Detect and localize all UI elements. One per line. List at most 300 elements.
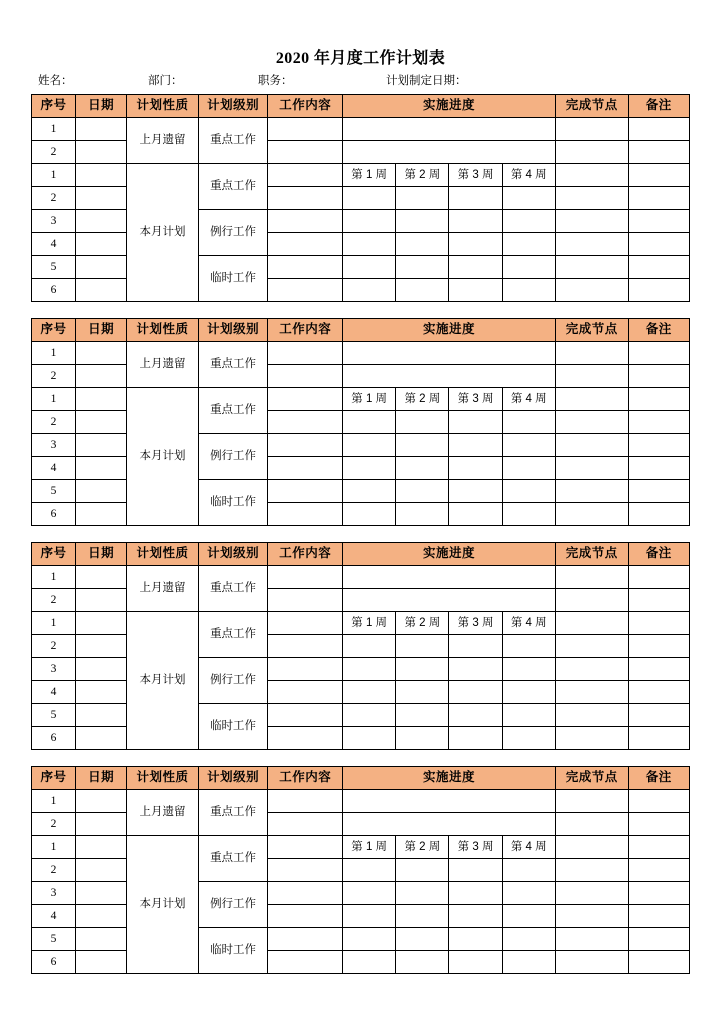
cell-date[interactable] — [76, 164, 127, 187]
column-header-node: 完成节点 — [555, 95, 628, 118]
cell-week-1[interactable] — [343, 434, 396, 457]
cell-date[interactable] — [76, 503, 127, 526]
cell-node[interactable] — [555, 187, 628, 210]
cell-node[interactable] — [555, 256, 628, 279]
cell-week-3[interactable] — [449, 859, 502, 882]
cell-week-3[interactable] — [449, 503, 502, 526]
cell-week-4[interactable] — [502, 279, 555, 302]
cell-week-4[interactable] — [502, 256, 555, 279]
cell-week-3[interactable] — [449, 411, 502, 434]
cell-content[interactable] — [268, 210, 343, 233]
table-row — [32, 566, 690, 589]
cell-week-1[interactable] — [343, 457, 396, 480]
cell-date[interactable] — [76, 928, 127, 951]
cell-week-2[interactable] — [396, 859, 449, 882]
cell-progress-merged[interactable] — [343, 566, 556, 589]
cell-date[interactable] — [76, 480, 127, 503]
cell-week-3-label[interactable]: 第 3 周 — [449, 388, 502, 411]
cell-seq[interactable]: 2 — [32, 141, 76, 164]
cell-week-1-label[interactable]: 第 1 周 — [343, 836, 396, 859]
cell-remark[interactable] — [628, 658, 689, 681]
cell-date[interactable] — [76, 704, 127, 727]
cell-week-4[interactable] — [502, 859, 555, 882]
cell-seq[interactable]: 6 — [32, 503, 76, 526]
cell-content[interactable] — [268, 342, 343, 365]
cell-date[interactable] — [76, 233, 127, 256]
cell-date[interactable] — [76, 951, 127, 974]
cell-week-3[interactable] — [449, 928, 502, 951]
cell-week-2[interactable] — [396, 210, 449, 233]
cell-remark[interactable] — [628, 118, 689, 141]
cell-node[interactable] — [555, 434, 628, 457]
cell-date[interactable] — [76, 457, 127, 480]
cell-week-3-label[interactable]: 第 3 周 — [449, 164, 502, 187]
cell-node[interactable] — [555, 704, 628, 727]
cell-date[interactable] — [76, 210, 127, 233]
cell-nature-current-month[interactable]: 本月计划 — [127, 388, 199, 526]
cell-week-1[interactable] — [343, 279, 396, 302]
cell-week-3[interactable] — [449, 187, 502, 210]
cell-progress-merged[interactable] — [343, 813, 556, 836]
cell-week-2[interactable] — [396, 187, 449, 210]
cell-week-1[interactable] — [343, 704, 396, 727]
cell-week-2[interactable] — [396, 635, 449, 658]
cell-seq[interactable]: 4 — [32, 905, 76, 928]
cell-seq[interactable]: 2 — [32, 187, 76, 210]
cell-seq[interactable]: 5 — [32, 928, 76, 951]
cell-content[interactable] — [268, 612, 343, 635]
cell-date[interactable] — [76, 813, 127, 836]
cell-node[interactable] — [555, 905, 628, 928]
cell-remark[interactable] — [628, 612, 689, 635]
cell-level-1[interactable]: 重点工作 — [198, 342, 268, 388]
cell-seq[interactable]: 2 — [32, 411, 76, 434]
cell-remark[interactable] — [628, 256, 689, 279]
cell-remark[interactable] — [628, 951, 689, 974]
cell-content[interactable] — [268, 859, 343, 882]
cell-content[interactable] — [268, 457, 343, 480]
cell-seq[interactable]: 3 — [32, 210, 76, 233]
table-row — [32, 164, 690, 187]
cell-date[interactable] — [76, 279, 127, 302]
cell-content[interactable] — [268, 928, 343, 951]
cell-node[interactable] — [555, 928, 628, 951]
cell-seq[interactable]: 1 — [32, 790, 76, 813]
cell-remark[interactable] — [628, 434, 689, 457]
cell-date[interactable] — [76, 256, 127, 279]
cell-week-2[interactable] — [396, 503, 449, 526]
cell-content[interactable] — [268, 905, 343, 928]
cell-date[interactable] — [76, 882, 127, 905]
cell-week-3[interactable] — [449, 457, 502, 480]
cell-level-1[interactable]: 重点工作 — [198, 566, 268, 612]
cell-content[interactable] — [268, 882, 343, 905]
cell-remark[interactable] — [628, 882, 689, 905]
cell-week-1-label[interactable]: 第 1 周 — [343, 164, 396, 187]
cell-week-1-label[interactable]: 第 1 周 — [343, 388, 396, 411]
cell-node[interactable] — [555, 503, 628, 526]
cell-week-2[interactable] — [396, 681, 449, 704]
cell-week-4[interactable] — [502, 233, 555, 256]
cell-date[interactable] — [76, 388, 127, 411]
cell-seq[interactable]: 1 — [32, 342, 76, 365]
cell-week-1[interactable] — [343, 681, 396, 704]
cell-remark[interactable] — [628, 635, 689, 658]
column-header-progress: 实施进度 — [343, 543, 556, 566]
cell-content[interactable] — [268, 279, 343, 302]
cell-week-2[interactable] — [396, 256, 449, 279]
cell-level-4[interactable]: 临时工作 — [198, 480, 268, 526]
cell-week-2[interactable] — [396, 434, 449, 457]
cell-week-4[interactable] — [502, 411, 555, 434]
cell-node[interactable] — [555, 951, 628, 974]
cell-week-4[interactable] — [502, 480, 555, 503]
cell-content[interactable] — [268, 388, 343, 411]
cell-level-2[interactable]: 重点工作 — [198, 388, 268, 434]
cell-date[interactable] — [76, 342, 127, 365]
cell-date[interactable] — [76, 118, 127, 141]
cell-remark[interactable] — [628, 365, 689, 388]
cell-remark[interactable] — [628, 210, 689, 233]
cell-date[interactable] — [76, 566, 127, 589]
cell-content[interactable] — [268, 951, 343, 974]
cell-seq[interactable]: 2 — [32, 813, 76, 836]
cell-content[interactable] — [268, 118, 343, 141]
cell-week-2[interactable] — [396, 279, 449, 302]
cell-date[interactable] — [76, 187, 127, 210]
cell-week-2[interactable] — [396, 727, 449, 750]
cell-seq[interactable]: 4 — [32, 233, 76, 256]
cell-week-1[interactable] — [343, 411, 396, 434]
cell-seq[interactable]: 2 — [32, 635, 76, 658]
cell-week-3[interactable] — [449, 635, 502, 658]
cell-week-2[interactable] — [396, 411, 449, 434]
cell-node[interactable] — [555, 141, 628, 164]
cell-node[interactable] — [555, 233, 628, 256]
cell-week-1[interactable] — [343, 503, 396, 526]
cell-week-3[interactable] — [449, 279, 502, 302]
cell-week-1[interactable] — [343, 727, 396, 750]
cell-remark[interactable] — [628, 905, 689, 928]
cell-week-4[interactable] — [502, 187, 555, 210]
cell-remark[interactable] — [628, 727, 689, 750]
cell-week-4-label[interactable]: 第 4 周 — [502, 836, 555, 859]
cell-level-3[interactable]: 例行工作 — [198, 434, 268, 480]
cell-node[interactable] — [555, 727, 628, 750]
cell-week-3[interactable] — [449, 882, 502, 905]
cell-seq[interactable]: 1 — [32, 612, 76, 635]
cell-seq[interactable]: 1 — [32, 388, 76, 411]
cell-remark[interactable] — [628, 279, 689, 302]
cell-week-4[interactable] — [502, 635, 555, 658]
cell-nature-current-month[interactable]: 本月计划 — [127, 612, 199, 750]
cell-level-1[interactable]: 重点工作 — [198, 790, 268, 836]
cell-seq[interactable]: 1 — [32, 164, 76, 187]
cell-progress-merged[interactable] — [343, 365, 556, 388]
cell-node[interactable] — [555, 790, 628, 813]
cell-week-4-label[interactable]: 第 4 周 — [502, 612, 555, 635]
cell-remark[interactable] — [628, 681, 689, 704]
table-header-row — [32, 543, 690, 566]
cell-content[interactable] — [268, 503, 343, 526]
cell-week-3[interactable] — [449, 658, 502, 681]
cell-week-1[interactable] — [343, 635, 396, 658]
cell-remark[interactable] — [628, 566, 689, 589]
cell-content[interactable] — [268, 704, 343, 727]
cell-week-3[interactable] — [449, 434, 502, 457]
cell-node[interactable] — [555, 457, 628, 480]
cell-week-4[interactable] — [502, 658, 555, 681]
cell-week-2[interactable] — [396, 882, 449, 905]
cell-seq[interactable]: 3 — [32, 658, 76, 681]
cell-remark[interactable] — [628, 457, 689, 480]
cell-week-4[interactable] — [502, 727, 555, 750]
cell-remark[interactable] — [628, 164, 689, 187]
cell-level-2[interactable]: 重点工作 — [198, 612, 268, 658]
cell-remark[interactable] — [628, 859, 689, 882]
cell-seq[interactable]: 2 — [32, 365, 76, 388]
cell-remark[interactable] — [628, 388, 689, 411]
cell-week-2-label[interactable]: 第 2 周 — [396, 388, 449, 411]
cell-level-2[interactable]: 重点工作 — [198, 836, 268, 882]
cell-date[interactable] — [76, 727, 127, 750]
table-header-row — [32, 95, 690, 118]
cell-date[interactable] — [76, 141, 127, 164]
cell-node[interactable] — [555, 681, 628, 704]
cell-date[interactable] — [76, 658, 127, 681]
cell-week-3[interactable] — [449, 704, 502, 727]
cell-level-3[interactable]: 例行工作 — [198, 882, 268, 928]
cell-week-1[interactable] — [343, 905, 396, 928]
cell-content[interactable] — [268, 164, 343, 187]
cell-content[interactable] — [268, 658, 343, 681]
cell-remark[interactable] — [628, 342, 689, 365]
cell-remark[interactable] — [628, 704, 689, 727]
cell-level-2[interactable]: 重点工作 — [198, 164, 268, 210]
cell-week-3-label[interactable]: 第 3 周 — [449, 836, 502, 859]
cell-content[interactable] — [268, 813, 343, 836]
table-row — [32, 342, 690, 365]
cell-content[interactable] — [268, 681, 343, 704]
cell-content[interactable] — [268, 589, 343, 612]
cell-level-1[interactable]: 重点工作 — [198, 118, 268, 164]
cell-week-4[interactable] — [502, 704, 555, 727]
cell-week-3[interactable] — [449, 681, 502, 704]
cell-seq[interactable]: 6 — [32, 279, 76, 302]
cell-week-4[interactable] — [502, 905, 555, 928]
column-header-date: 日期 — [76, 767, 127, 790]
cell-remark[interactable] — [628, 480, 689, 503]
cell-content[interactable] — [268, 187, 343, 210]
cell-week-4[interactable] — [502, 882, 555, 905]
cell-node[interactable] — [555, 388, 628, 411]
cell-nature-carryover[interactable]: 上月遗留 — [127, 566, 199, 612]
cell-week-3[interactable] — [449, 727, 502, 750]
cell-content[interactable] — [268, 434, 343, 457]
cell-progress-merged[interactable] — [343, 589, 556, 612]
cell-week-4[interactable] — [502, 928, 555, 951]
cell-week-1-label[interactable]: 第 1 周 — [343, 612, 396, 635]
cell-week-3[interactable] — [449, 233, 502, 256]
cell-seq[interactable]: 5 — [32, 704, 76, 727]
cell-week-4[interactable] — [502, 503, 555, 526]
cell-date[interactable] — [76, 681, 127, 704]
cell-seq[interactable]: 3 — [32, 882, 76, 905]
cell-content[interactable] — [268, 790, 343, 813]
cell-week-2-label[interactable]: 第 2 周 — [396, 164, 449, 187]
cell-week-3[interactable] — [449, 256, 502, 279]
cell-seq[interactable]: 2 — [32, 589, 76, 612]
cell-seq[interactable]: 4 — [32, 681, 76, 704]
cell-week-3[interactable] — [449, 951, 502, 974]
cell-content[interactable] — [268, 233, 343, 256]
cell-seq[interactable]: 5 — [32, 480, 76, 503]
cell-date[interactable] — [76, 859, 127, 882]
cell-node[interactable] — [555, 279, 628, 302]
cell-level-3[interactable]: 例行工作 — [198, 658, 268, 704]
cell-week-1[interactable] — [343, 951, 396, 974]
cell-content[interactable] — [268, 836, 343, 859]
cell-content[interactable] — [268, 480, 343, 503]
cell-node[interactable] — [555, 164, 628, 187]
cell-nature-carryover[interactable]: 上月遗留 — [127, 342, 199, 388]
cell-content[interactable] — [268, 141, 343, 164]
cell-week-4[interactable] — [502, 951, 555, 974]
cell-week-2-label[interactable]: 第 2 周 — [396, 612, 449, 635]
cell-seq[interactable]: 6 — [32, 727, 76, 750]
cell-week-2[interactable] — [396, 704, 449, 727]
cell-week-1[interactable] — [343, 480, 396, 503]
cell-week-1[interactable] — [343, 187, 396, 210]
cell-nature-carryover[interactable]: 上月遗留 — [127, 790, 199, 836]
cell-date[interactable] — [76, 411, 127, 434]
cell-week-4[interactable] — [502, 457, 555, 480]
cell-week-2-label[interactable]: 第 2 周 — [396, 836, 449, 859]
cell-week-4-label[interactable]: 第 4 周 — [502, 388, 555, 411]
cell-node[interactable] — [555, 411, 628, 434]
cell-week-2[interactable] — [396, 480, 449, 503]
cell-week-2[interactable] — [396, 951, 449, 974]
cell-node[interactable] — [555, 882, 628, 905]
column-header-level: 计划级别 — [198, 767, 268, 790]
cell-date[interactable] — [76, 790, 127, 813]
cell-remark[interactable] — [628, 233, 689, 256]
cell-remark[interactable] — [628, 589, 689, 612]
cell-week-2[interactable] — [396, 928, 449, 951]
cell-week-3[interactable] — [449, 480, 502, 503]
cell-week-4-label[interactable]: 第 4 周 — [502, 164, 555, 187]
cell-date[interactable] — [76, 635, 127, 658]
cell-week-4[interactable] — [502, 434, 555, 457]
cell-node[interactable] — [555, 635, 628, 658]
cell-remark[interactable] — [628, 928, 689, 951]
cell-remark[interactable] — [628, 187, 689, 210]
cell-remark[interactable] — [628, 411, 689, 434]
cell-content[interactable] — [268, 727, 343, 750]
cell-node[interactable] — [555, 813, 628, 836]
cell-seq[interactable]: 1 — [32, 118, 76, 141]
cell-nature-carryover[interactable]: 上月遗留 — [127, 118, 199, 164]
cell-node[interactable] — [555, 658, 628, 681]
cell-seq[interactable]: 4 — [32, 457, 76, 480]
cell-content[interactable] — [268, 411, 343, 434]
cell-week-4[interactable] — [502, 681, 555, 704]
cell-seq[interactable]: 2 — [32, 859, 76, 882]
cell-week-3[interactable] — [449, 210, 502, 233]
cell-date[interactable] — [76, 589, 127, 612]
cell-date[interactable] — [76, 434, 127, 457]
cell-date[interactable] — [76, 836, 127, 859]
cell-date[interactable] — [76, 612, 127, 635]
cell-node[interactable] — [555, 210, 628, 233]
cell-week-1[interactable] — [343, 256, 396, 279]
cell-week-1[interactable] — [343, 859, 396, 882]
cell-week-1[interactable] — [343, 882, 396, 905]
cell-content[interactable] — [268, 566, 343, 589]
column-header-date: 日期 — [76, 95, 127, 118]
cell-level-4[interactable]: 临时工作 — [198, 256, 268, 302]
cell-remark[interactable] — [628, 141, 689, 164]
cell-node[interactable] — [555, 365, 628, 388]
cell-week-2[interactable] — [396, 457, 449, 480]
cell-nature-current-month[interactable]: 本月计划 — [127, 164, 199, 302]
cell-level-3[interactable]: 例行工作 — [198, 210, 268, 256]
cell-content[interactable] — [268, 635, 343, 658]
cell-week-1[interactable] — [343, 233, 396, 256]
cell-node[interactable] — [555, 118, 628, 141]
plan-table-3 — [31, 542, 690, 750]
cell-week-3-label[interactable]: 第 3 周 — [449, 612, 502, 635]
cell-remark[interactable] — [628, 836, 689, 859]
cell-date[interactable] — [76, 905, 127, 928]
cell-node[interactable] — [555, 566, 628, 589]
cell-progress-merged[interactable] — [343, 118, 556, 141]
cell-week-1[interactable] — [343, 928, 396, 951]
cell-node[interactable] — [555, 612, 628, 635]
cell-remark[interactable] — [628, 790, 689, 813]
cell-node[interactable] — [555, 342, 628, 365]
cell-seq[interactable]: 1 — [32, 836, 76, 859]
cell-content[interactable] — [268, 365, 343, 388]
cell-level-4[interactable]: 临时工作 — [198, 704, 268, 750]
cell-progress-merged[interactable] — [343, 790, 556, 813]
column-header-content: 工作内容 — [268, 95, 343, 118]
cell-node[interactable] — [555, 589, 628, 612]
cell-nature-current-month[interactable]: 本月计划 — [127, 836, 199, 974]
cell-week-2[interactable] — [396, 233, 449, 256]
cell-seq[interactable]: 1 — [32, 566, 76, 589]
cell-node[interactable] — [555, 836, 628, 859]
cell-remark[interactable] — [628, 503, 689, 526]
cell-week-3[interactable] — [449, 905, 502, 928]
cell-seq[interactable]: 3 — [32, 434, 76, 457]
cell-week-1[interactable] — [343, 210, 396, 233]
cell-node[interactable] — [555, 859, 628, 882]
cell-progress-merged[interactable] — [343, 141, 556, 164]
cell-week-1[interactable] — [343, 658, 396, 681]
cell-progress-merged[interactable] — [343, 342, 556, 365]
cell-week-2[interactable] — [396, 905, 449, 928]
cell-content[interactable] — [268, 256, 343, 279]
cell-date[interactable] — [76, 365, 127, 388]
cell-seq[interactable]: 6 — [32, 951, 76, 974]
cell-seq[interactable]: 5 — [32, 256, 76, 279]
cell-remark[interactable] — [628, 813, 689, 836]
cell-week-2[interactable] — [396, 658, 449, 681]
cell-week-4[interactable] — [502, 210, 555, 233]
cell-node[interactable] — [555, 480, 628, 503]
cell-level-4[interactable]: 临时工作 — [198, 928, 268, 974]
